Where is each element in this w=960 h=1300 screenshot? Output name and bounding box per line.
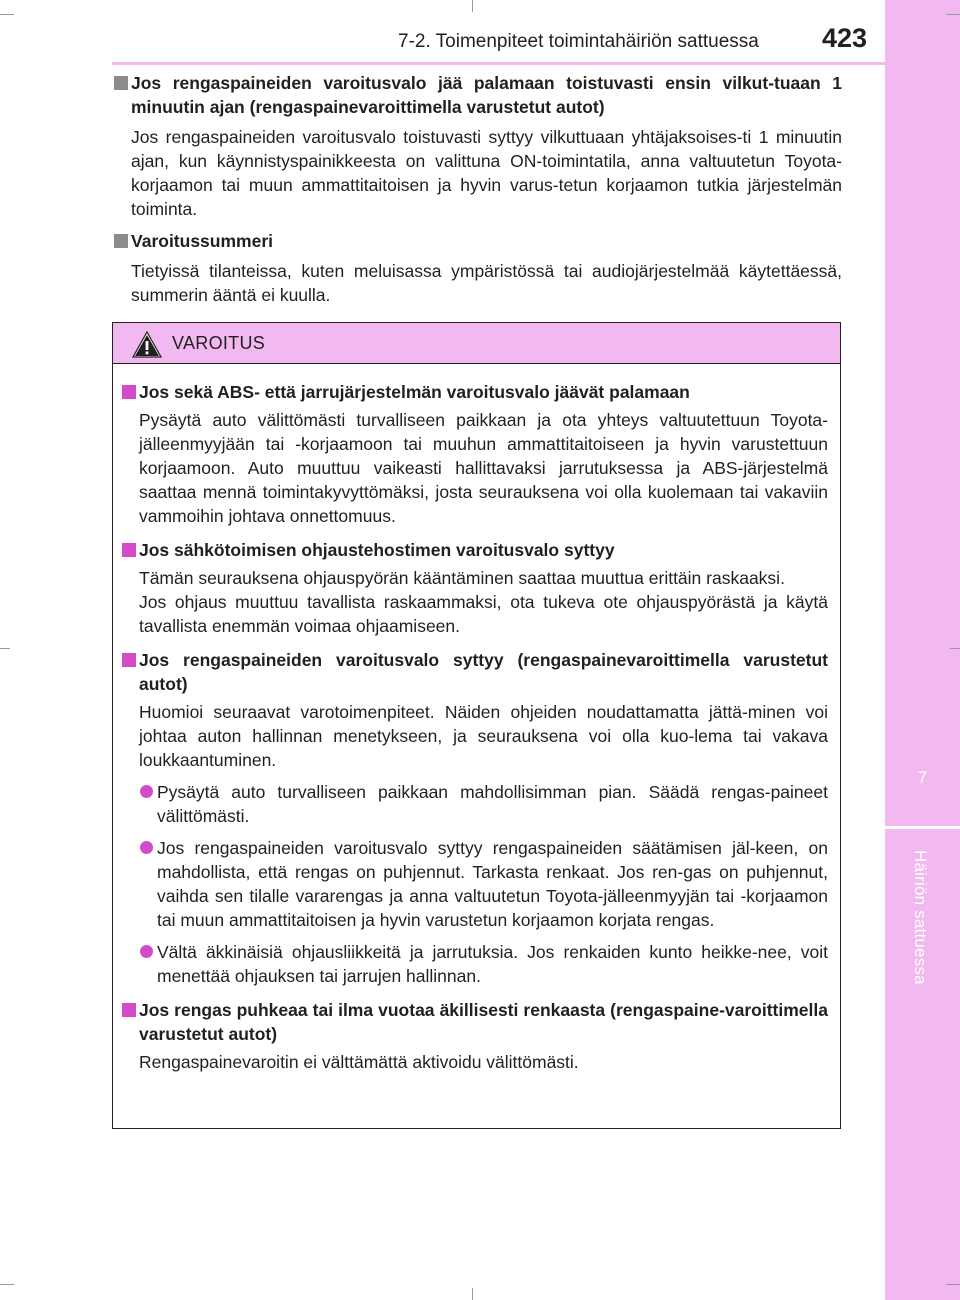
crop-mark xyxy=(0,14,14,15)
warning-item-text: Tämän seurauksena ohjauspyörän kääntäminen saattaa muuttua erittäin raskaaksi. xyxy=(139,568,785,588)
chapter-number: 7 xyxy=(917,768,928,787)
header-rule xyxy=(112,62,885,65)
warning-item-heading: Jos rengaspaineiden varoitusvalo syttyy (rengaspainevaroittimella varustetut autot) xyxy=(139,650,828,694)
section-text: Tietyissä tilanteissa, kuten meluisassa ympäristössä tai audiojärjestelmää käytettäessä, summerin ääntä ei kuulla. xyxy=(131,261,842,305)
circle-bullet-icon xyxy=(140,945,153,958)
warning-title: VAROITUS xyxy=(172,333,266,353)
info-section xyxy=(112,71,842,221)
warning-item xyxy=(119,998,828,1074)
page-number: 423 xyxy=(822,23,868,53)
square-bullet-icon xyxy=(122,385,136,399)
warning-box xyxy=(112,322,841,1129)
chapter-tab xyxy=(885,0,960,1300)
crop-mark xyxy=(946,1284,960,1285)
list-item xyxy=(119,836,828,932)
warning-item-text: Rengaspainevaroitin ei välttämättä aktivoidu välittömästi. xyxy=(139,1052,579,1072)
circle-bullet-icon xyxy=(140,841,153,854)
warning-item-heading: Jos sähkötoimisen ohjaustehostimen varoitusvalo syttyy xyxy=(139,540,615,560)
crop-mark xyxy=(0,648,10,649)
warning-item xyxy=(119,538,828,638)
warning-item xyxy=(119,380,828,528)
square-bullet-icon xyxy=(122,543,136,557)
list-item-text: Vältä äkkinäisiä ohjausliikkeitä ja jarrutuksia. Jos renkaiden kunto heikke-nee, voit menettää ohjauksen tai jarrujen hallinnan. xyxy=(157,942,828,986)
list-item xyxy=(119,780,828,828)
crop-mark xyxy=(472,0,473,12)
square-bullet-icon xyxy=(122,653,136,667)
warning-header xyxy=(113,323,840,364)
chapter-label: Häiriön sattuessa xyxy=(911,850,930,985)
chapter-tab-divider xyxy=(885,826,960,829)
section-text: Jos rengaspaineiden varoitusvalo toistuvasti syttyy vilkuttuaan yhtäjaksoises-ti 1 minuutin ajan, kun käynnistyspainikkeesta on valittuna ON-toimintatila, anna valtuutetun Toyota-korjaamon tai muun ammattitaitoisen ja hyvin varus-tetun korjaamon tutkia järjestelmän toiminta. xyxy=(131,127,842,219)
section-heading: Varoitussummeri xyxy=(131,231,273,251)
crop-mark xyxy=(0,1284,14,1285)
warning-item xyxy=(119,648,828,988)
warning-item-text: Jos ohjaus muuttuu tavallista raskaammaksi, ota tukeva ote ohjauspyörästä ja käytä tavallista enemmän voimaa ohjaamiseen. xyxy=(139,592,828,636)
warning-item-heading: Jos rengas puhkeaa tai ilma vuotaa äkillisesti renkaasta (rengaspaine-varoittimella varustetut autot) xyxy=(139,1000,828,1044)
warning-item-heading: Jos sekä ABS- että jarrujärjestelmän varoitusvalo jäävät palamaan xyxy=(139,382,690,402)
crop-mark xyxy=(946,14,960,15)
warning-item-text: Pysäytä auto välittömästi turvalliseen paikkaan ja ota yhteys valtuutettuun Toyota-jälleenmyyjään tai -korjaamoon tai muuhun ammattitaitoiseen ja hyvin varustettuun korjaamoon. Auto muuttuu vaikeasti hallittavaksi jarrutuksessa ja ABS-järjestelmä saattaa mennä toimintakyvyttömäksi, josta seurauksena voi olla kuolemaan tai vakaviin vammoihin johtava onnettomuus. xyxy=(139,410,828,526)
square-bullet-icon xyxy=(114,234,128,248)
main-content xyxy=(112,71,842,313)
list-item xyxy=(119,940,828,988)
list-item-text: Jos rengaspaineiden varoitusvalo syttyy rengaspaineiden säätämisen jäl-keen, on mahdollista, että rengas on puhjennut. Tarkasta renkaat. Jos ren-gas on puhjennut, vaihda sen tilalle vararengas ja anna valtuutetun Toyota-jälleenmyyjän tai -korjaamon tai muun ammattitaitoisen ja hyvin varustetun korjaamon korjata rengas. xyxy=(157,838,828,930)
warning-item-text: Huomioi seuraavat varotoimenpiteet. Näiden ohjeiden noudattamatta jättä-minen voi johtaa auton hallinnan menetykseen, ja seurauksena voi olla kuo-lema tai vakava loukkaantuminen. xyxy=(139,702,828,770)
circle-bullet-icon xyxy=(140,785,153,798)
info-section xyxy=(112,229,842,307)
warning-triangle-icon xyxy=(132,331,162,358)
section-title: 7-2. Toimenpiteet toimintahäiriön sattuessa xyxy=(398,31,759,52)
list-item-text: Pysäytä auto turvalliseen paikkaan mahdollisimman pian. Säädä rengas-paineet välittömästi. xyxy=(157,782,828,826)
crop-mark xyxy=(950,648,960,649)
square-bullet-icon xyxy=(114,76,128,90)
crop-mark xyxy=(472,1288,473,1300)
warning-body xyxy=(113,364,840,1074)
square-bullet-icon xyxy=(122,1003,136,1017)
section-heading: Jos rengaspaineiden varoitusvalo jää palamaan toistuvasti ensin vilkut-tuaan 1 minuutin ajan (rengaspainevaroittimella varustetut autot) xyxy=(131,73,842,117)
